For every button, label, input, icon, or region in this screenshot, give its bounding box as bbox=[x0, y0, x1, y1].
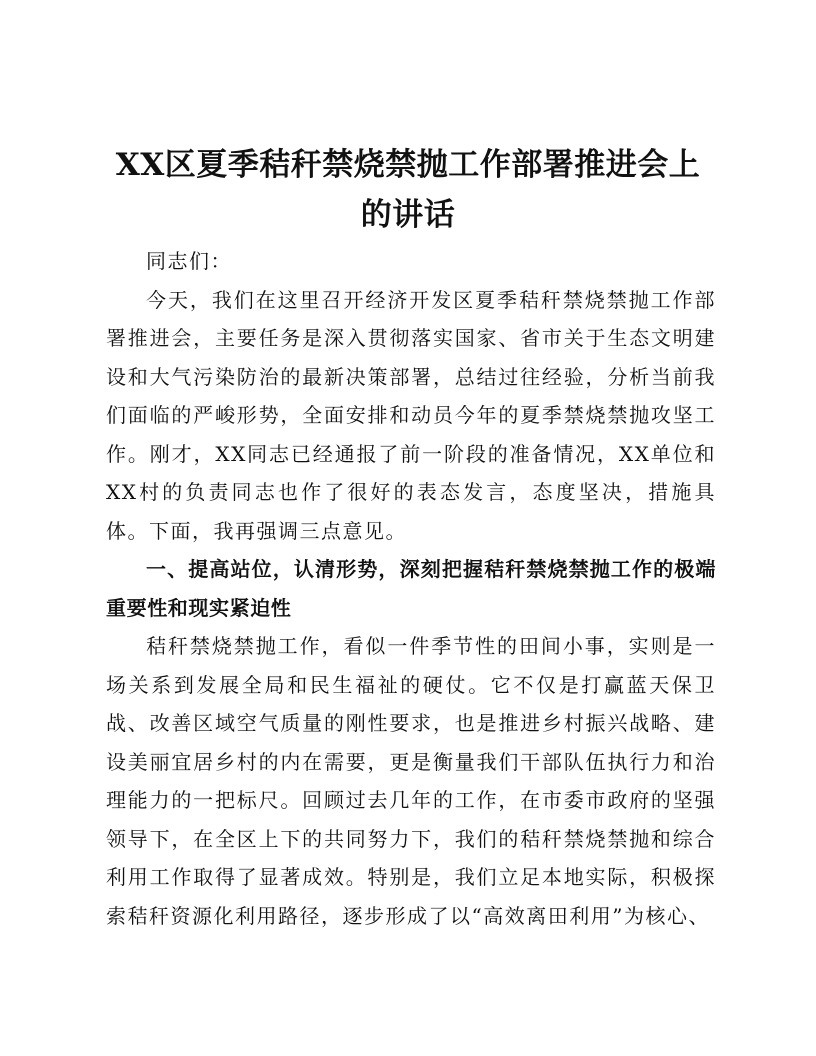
paragraph-intro: 今天，我们在这里召开经济开发区夏季秸秆禁烧禁抛工作部署推进会，主要任务是深入贯彻落实国家、省市关于生态文明建设和大气污染防治的最新决策部署，总结过往经验，分析当前我们面临的严峻形势，全面安排和动员今年的夏季禁烧禁抛攻坚工作。刚才，XX同志已经通报了前一阶段的准备情况，XX单位和XX村的负责同志也作了很好的表态发言，态度坚决，措施具体。下面，我再强调三点意见。 bbox=[106, 287, 716, 543]
document-title: XX区夏季秸秆禁烧禁抛工作部署推进会上的讲话 bbox=[115, 147, 701, 233]
salutation: 同志们： bbox=[146, 249, 232, 273]
section-heading-1: 一、提高站位，认清形势，深刻把握秸秆禁烧禁抛工作的极端重要性和现实紧迫性 bbox=[106, 557, 716, 620]
document-body bbox=[106, 242, 716, 935]
paragraph-section-1: 秸秆禁烧禁抛工作，看似一件季节性的田间小事，实则是一场关系到发展全局和民生福祉的硬仗。它不仅是打赢蓝天保卫战、改善区域空气质量的刚性要求，也是推进乡村振兴战略、建设美丽宜居乡村的内在需要，更是衡量我们干部队伍执行力和治理能力的一把标尺。回顾过去几年的工作，在市委市政府的坚强领导下，在全区上下的共同努力下，我们的秸秆禁烧禁抛和综合利用工作取得了显著成效。特别是，我们立足本地实际，积极探索秸秆资源化利用路径，逐步形成了以“高效离田利用”为核心、 bbox=[106, 634, 716, 928]
